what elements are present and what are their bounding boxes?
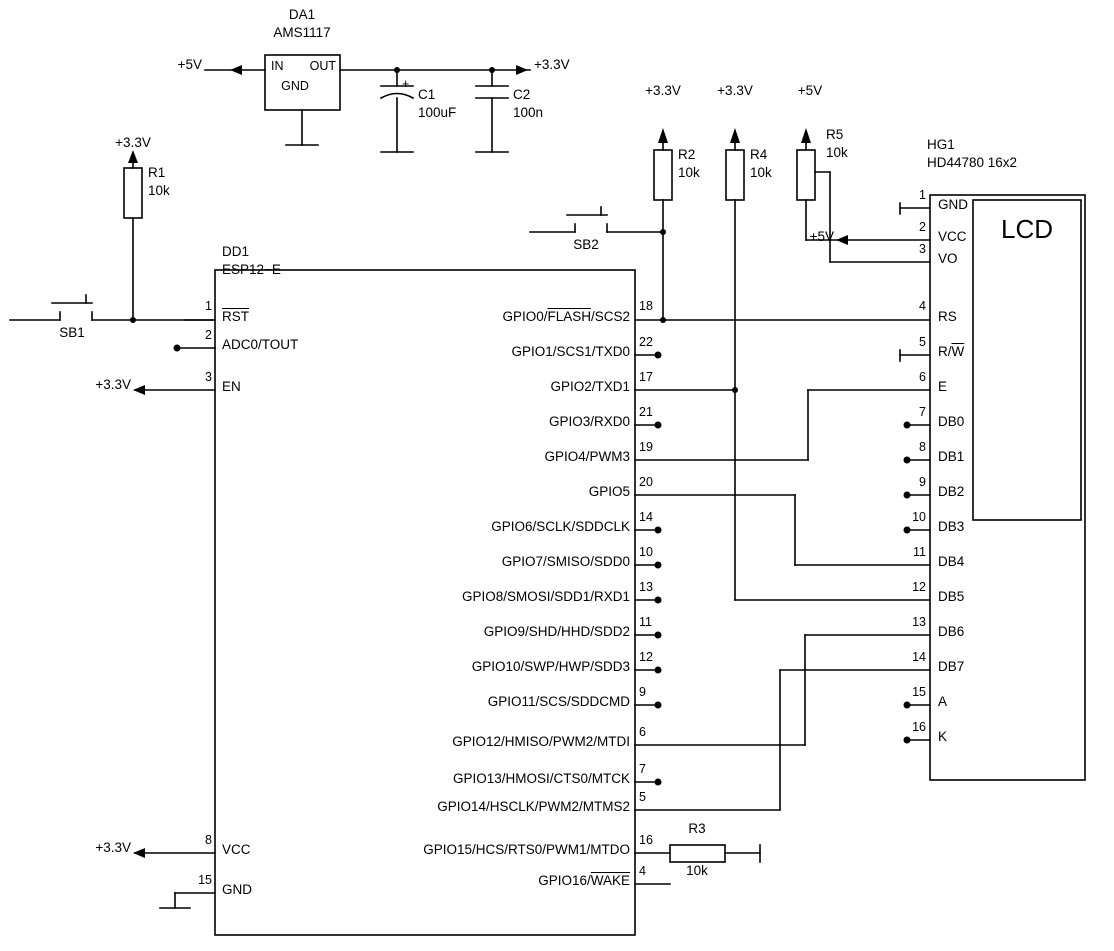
regulator-ref: DA1	[288, 7, 316, 22]
lcd-pin-db3-label: DB3	[938, 519, 965, 534]
r3-value: 10k	[686, 863, 708, 878]
lcd-pin-db4-label: DB4	[938, 554, 965, 569]
regulator-value: AMS1117	[273, 25, 331, 40]
r4-value: 10k	[750, 165, 772, 180]
mcu-pin-en-label: EN	[222, 379, 241, 394]
mcu-pin-gpio7-num: 10	[639, 545, 653, 559]
r5-ref: R5	[826, 127, 844, 142]
lcd-pin-db2-label: DB2	[938, 484, 965, 499]
power-label-33v-r1: +3.3V	[115, 135, 151, 150]
lcd-pin-vcc-num: 2	[919, 220, 926, 234]
mcu-pin-gpio3-num: 21	[639, 405, 653, 419]
mcu-pin-gnd-label: GND	[222, 882, 252, 897]
mcu-pin-gpio2-num: 17	[639, 370, 653, 384]
mcu-pin-gpio14-label: GPIO14/HSCLK/PWM2/MTMS2	[437, 799, 630, 814]
c2-ref: C2	[513, 87, 531, 102]
mcu-pin-gpio12-label: GPIO12/HMISO/PWM2/MTDI	[452, 734, 630, 749]
mcu-pin-adc0-label: ADC0/TOUT	[222, 337, 299, 352]
power-label-33v-reg-out: +3.3V	[534, 57, 570, 72]
lcd-pin-rw-label: $R/\overline{W}$	[938, 344, 965, 359]
mcu-pin-gpio2-label: GPIO2/TXD1	[550, 379, 630, 394]
mcu-pin-gpio7-label: GPIO7/SMISO/SDD0	[501, 554, 630, 569]
r5-value: 10k	[826, 145, 848, 160]
power-label-33v-en: +3.3V	[95, 377, 131, 392]
mcu-ref: DD1	[222, 244, 250, 259]
mcu-pin-gpio13-num: 7	[639, 762, 646, 776]
regulator-pin-in: IN	[271, 59, 284, 73]
mcu-pin-gpio1-label: GPIO1/SCS1/TXD0	[511, 344, 630, 359]
lcd-pin-a-label: A	[938, 694, 948, 709]
lcd-pin-db6-num: 13	[912, 615, 926, 629]
lcd-pin-db0-label: DB0	[938, 414, 965, 429]
lcd-pin-db7-num: 14	[912, 650, 926, 664]
mcu-pin-gpio16-num: 4	[639, 864, 646, 878]
c2-value: 100n	[513, 105, 544, 120]
power-label-33v-r2: +3.3V	[645, 83, 681, 98]
lcd-pin-db7-label: DB7	[938, 659, 965, 674]
c1-ref: C1	[418, 87, 436, 102]
regulator-pin-gnd: GND	[281, 79, 309, 93]
lcd-pin-vo-num: 3	[919, 242, 926, 256]
power-label-5v-reg-in: +5V	[177, 57, 202, 72]
r4-ref: R4	[750, 147, 768, 162]
mcu-pin-vcc-num: 8	[205, 833, 212, 847]
lcd-pin-gnd-label: GND	[938, 197, 968, 212]
power-label-5v-lcd-vcc: +5V	[809, 229, 834, 244]
mcu-pin-gpio9-num: 11	[639, 615, 652, 629]
mcu-pin-gpio4-label: GPIO4/PWM3	[544, 449, 630, 464]
regulator-pin-out: OUT	[309, 59, 336, 73]
mcu-pin-en-num: 3	[205, 370, 212, 384]
mcu-pin-rst-label: $\overline{RST}$	[222, 309, 249, 324]
lcd-pin-vo-label: VO	[938, 251, 958, 266]
lcd-pin-a-num: 15	[912, 685, 926, 699]
mcu-pin-rst-num: 1	[205, 299, 212, 313]
mcu-pin-gpio1-num: 22	[639, 335, 653, 349]
sb1-ref: SB1	[59, 325, 85, 340]
lcd-pin-db5-num: 12	[912, 580, 926, 594]
lcd-pin-db2-num: 9	[919, 475, 926, 489]
r1-ref: R1	[148, 165, 166, 180]
mcu-pin-gpio11-num: 9	[639, 685, 646, 699]
lcd-pin-rw-num: 5	[919, 335, 926, 349]
mcu-pin-gpio8-label: GPIO8/SMOSI/SDD1/RXD1	[461, 589, 630, 604]
mcu-pin-gpio5-num: 20	[639, 475, 653, 489]
lcd-pin-vcc-label: VCC	[938, 229, 967, 244]
mcu-pin-gpio13-label: GPIO13/HMOSI/CTS0/MTCK	[452, 771, 630, 786]
lcd-body-label: LCD	[1000, 214, 1054, 244]
lcd-pin-db0-num: 7	[919, 405, 926, 419]
lcd-pin-db5-label: DB5	[938, 589, 965, 604]
mcu-pin-gpio15-label: GPIO15/HCS/RTS0/PWM1/MTDO	[423, 842, 630, 857]
c1-value: 100uF	[418, 105, 457, 120]
lcd-pin-db3-num: 10	[912, 510, 926, 524]
lcd-pin-e-num: 6	[919, 370, 926, 384]
mcu-pin-gpio10-num: 12	[639, 650, 653, 664]
mcu-pin-gnd-num: 15	[198, 873, 212, 887]
mcu-pin-gpio3-label: GPIO3/RXD0	[548, 414, 630, 429]
lcd-pin-k-num: 16	[912, 720, 926, 734]
c1-plus-sign: +	[402, 77, 410, 91]
mcu-pin-gpio14-num: 5	[639, 790, 646, 804]
lcd-pin-rs-label: RS	[938, 309, 957, 324]
mcu-pin-vcc-label: VCC	[222, 842, 251, 857]
power-label-33v-r4: +3.3V	[717, 83, 753, 98]
mcu-pin-gpio12-num: 6	[639, 725, 646, 739]
mcu-pin-gpio6-label: GPIO6/SCLK/SDDCLK	[491, 519, 630, 534]
lcd-pin-db6-label: DB6	[938, 624, 965, 639]
mcu-pin-gpio9-label: GPIO9/SHD/HHD/SDD2	[483, 624, 630, 639]
lcd-ref: HG1	[927, 137, 955, 152]
lcd-pin-db4-num: 11	[913, 545, 926, 559]
mcu-pin-gpio11-label: GPIO11/SCS/SDDCMD	[487, 694, 630, 709]
lcd-pin-gnd-num: 1	[919, 188, 926, 202]
lcd-pin-k-label: K	[938, 729, 948, 744]
lcd-pin-db1-num: 8	[919, 440, 926, 454]
mcu-pin-gpio15-num: 16	[639, 833, 653, 847]
r1-value: 10k	[148, 183, 170, 198]
r2-value: 10k	[678, 165, 700, 180]
power-label-33v-vcc: +3.3V	[95, 840, 131, 855]
mcu-pin-gpio0-num: 18	[639, 299, 653, 313]
r3-ref: R3	[688, 821, 706, 836]
sb2-ref: SB2	[573, 237, 599, 252]
mcu-pin-gpio10-label: GPIO10/SWP/HWP/SDD3	[471, 659, 630, 674]
mcu-value: ESP12−E	[222, 262, 281, 277]
lcd-pin-rs-num: 4	[919, 299, 926, 313]
lcd-pin-e-label: E	[938, 379, 948, 394]
mcu-pin-gpio6-num: 14	[639, 510, 653, 524]
lcd-pin-db1-label: DB1	[938, 449, 965, 464]
mcu-pin-gpio5-label: GPIO5	[588, 484, 630, 499]
power-label-5v-r5: +5V	[797, 83, 823, 98]
r2-ref: R2	[678, 147, 696, 162]
mcu-pin-adc0-num: 2	[205, 328, 212, 342]
mcu-pin-gpio4-num: 19	[639, 440, 653, 454]
mcu-pin-gpio0-label: GPIO0/FLASH/SCS2	[502, 309, 630, 324]
mcu-pin-gpio8-num: 13	[639, 580, 653, 594]
mcu-pin-gpio16-label: GPIO16/WAKE	[538, 873, 630, 888]
lcd-value: HD44780 16x2	[927, 155, 1018, 170]
